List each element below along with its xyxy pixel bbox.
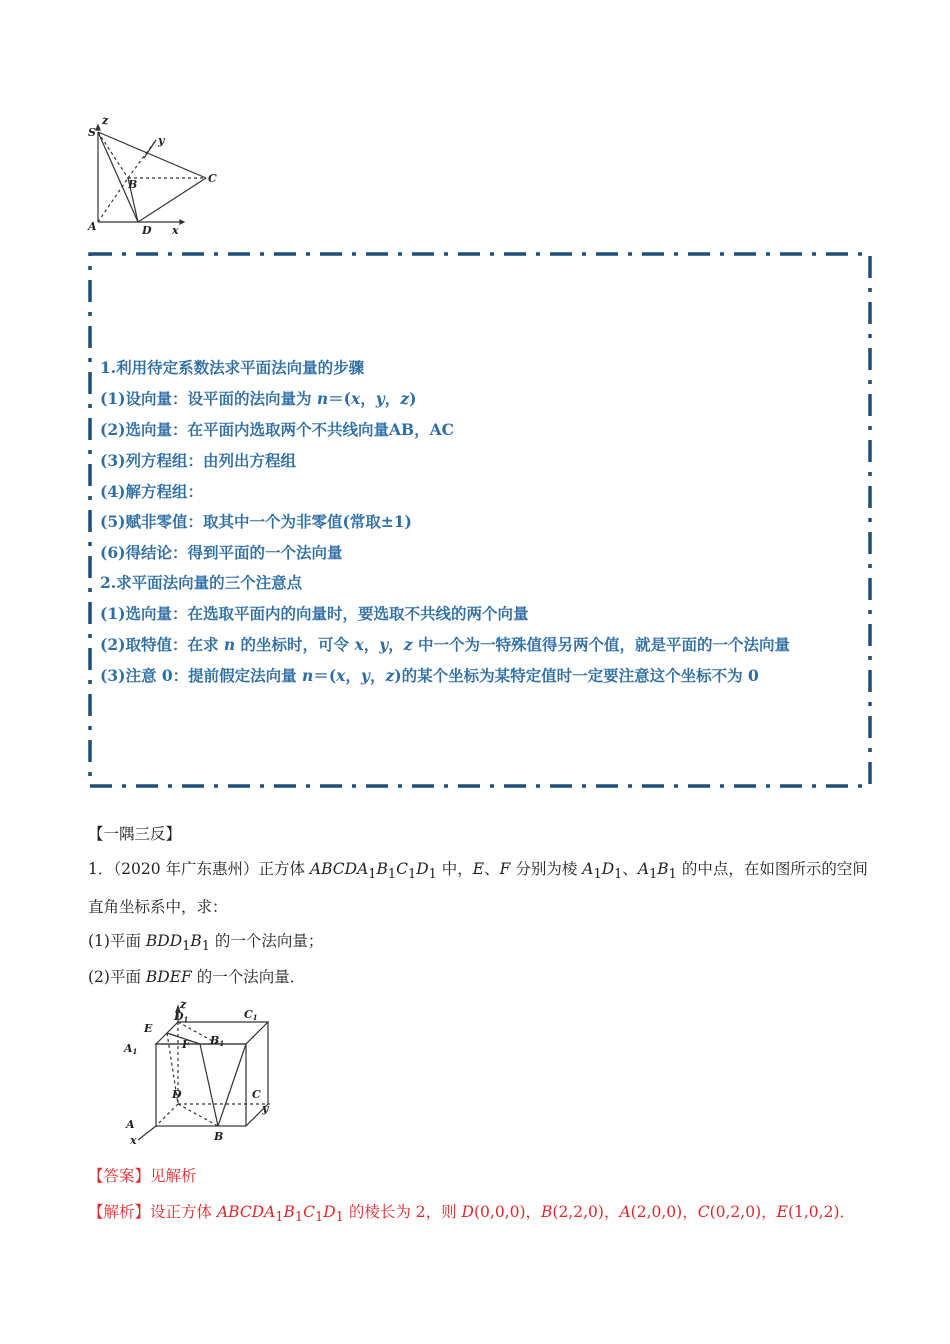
- tips-note-1: (1)选向量：在选取平面内的向量时，要选取不共线的两个向量: [100, 604, 529, 623]
- cube-label-z: z: [180, 1000, 187, 1011]
- tips-heading-2: 2.求平面法向量的三个注意点: [100, 573, 303, 592]
- tips-note-2: (2)取特值：在求 n 的坐标时，可令 x，y，z 中一个为一特殊值得另两个值，就是平面的一个法向量: [100, 635, 790, 654]
- problem-line-1: 1．（2020 年广东惠州）正方体 $ABCDA_1B_1C_1D_1$ 中，E、F 分别为棱 $A_1D_1$、$A_1B_1$ 的中点，在如图所示的空间: [88, 860, 868, 883]
- label-A: A: [88, 220, 97, 233]
- tips-step-6: (6)得结论：得到平面的一个法向量: [100, 543, 343, 562]
- tips-step-1: (1)设向量：设平面的法向量为 n＝(x，y，z): [100, 389, 417, 408]
- label-z: z: [102, 114, 109, 127]
- analysis-line: 【解析】设正方体 $ABCDA_1B_1C_1D_1$ 的棱长为 2，则 D(0,0,0)，B(2,2,0)，A(2,0,0)，C(0,2,0)，E(1,0,2)．: [88, 1203, 856, 1226]
- tips-note-3: (3)注意 0：提前假定法向量 n＝(x，y，z)的某个坐标为某特定值时一定要注意这个坐标不为 0: [100, 666, 759, 685]
- cube-label-F: F: [182, 1038, 190, 1051]
- tips-step-4: (4)解方程组：: [100, 482, 203, 501]
- problem-question-1: (1)平面 $BDD_1B_1$ 的一个法向量；: [88, 932, 324, 955]
- cube-label-D: D: [172, 1088, 182, 1101]
- label-C: C: [208, 172, 217, 185]
- section-title: 【一隅三反】: [88, 825, 182, 843]
- tips-step-5: (5)赋非零值：取其中一个为非零值(常取±1): [100, 512, 412, 531]
- cube-label-y: y: [262, 1102, 269, 1115]
- cube-label-x: x: [130, 1134, 137, 1146]
- label-D: D: [142, 224, 152, 237]
- cube-label-A: A: [126, 1118, 135, 1131]
- cube-label-B1: B1: [210, 1034, 225, 1048]
- tips-step-3: (3)列方程组：由列出方程组: [100, 451, 296, 470]
- answer-line: 【答案】见解析: [88, 1167, 197, 1185]
- tips-step-2: (2)选向量：在平面内选取两个不共线向量AB，AC: [100, 420, 454, 439]
- label-y: y: [158, 134, 165, 147]
- tips-heading-1: 1.利用待定系数法求平面法向量的步骤: [100, 358, 365, 377]
- cube-label-B: B: [214, 1130, 224, 1143]
- label-x: x: [172, 224, 179, 237]
- cube-label-A1: A1: [124, 1042, 138, 1056]
- cube-label-C1: C1: [244, 1008, 258, 1022]
- label-B: B: [128, 178, 138, 191]
- problem-line-2: 直角坐标系中，求：: [88, 898, 228, 916]
- label-S: S: [88, 126, 96, 139]
- cube-label-D1: D1: [174, 1010, 189, 1024]
- cube-label-C: C: [252, 1088, 261, 1101]
- problem-question-2: (2)平面 BDEF 的一个法向量．: [88, 968, 306, 986]
- cube-figure: [120, 1000, 280, 1146]
- pyramid-figure: [84, 112, 224, 242]
- cube-label-E: E: [144, 1022, 153, 1035]
